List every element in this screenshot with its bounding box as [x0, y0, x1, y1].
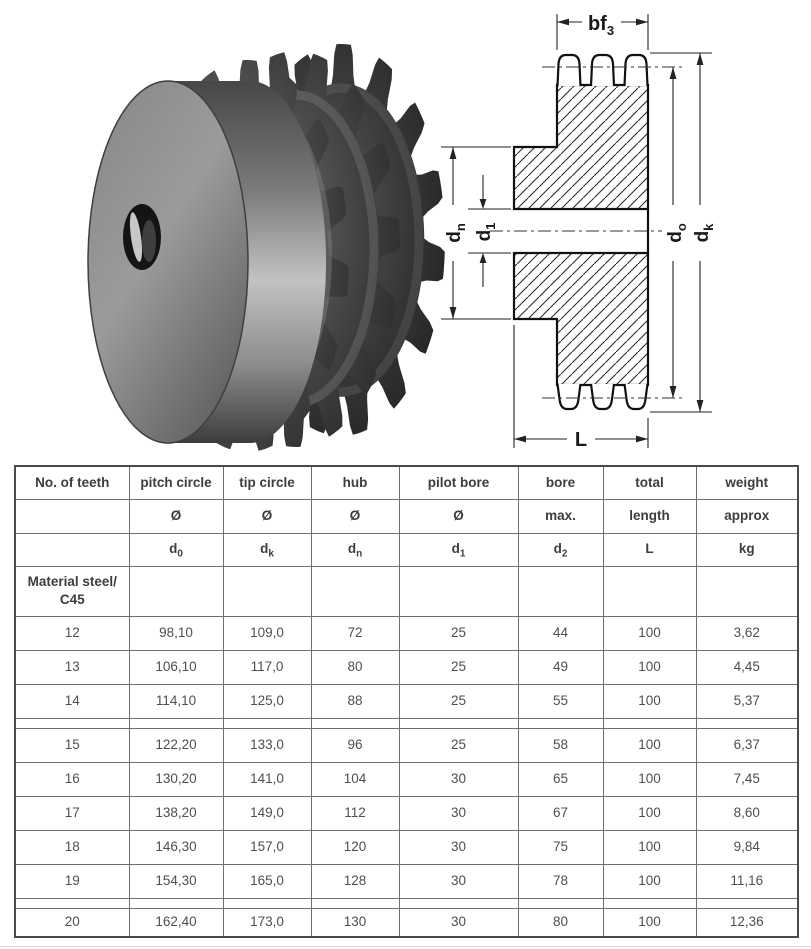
table-cell: 65 [518, 762, 603, 796]
table-cell: 30 [399, 864, 518, 898]
table-cell: 14 [15, 684, 129, 718]
table-row [15, 684, 798, 718]
header-cell-diameter: Ø [223, 499, 311, 533]
table-cell: 25 [399, 684, 518, 718]
table-cell: 125,0 [223, 684, 311, 718]
header-cell-dn: $d_n$ [311, 533, 399, 566]
table-cell: 149,0 [223, 796, 311, 830]
table-cell: 44 [518, 616, 603, 650]
header-cell-d2: $d_2$ [518, 533, 603, 566]
header-row-units [15, 499, 798, 533]
table-cell: 78 [518, 864, 603, 898]
table-cell: 55 [518, 684, 603, 718]
table-cell: 120 [311, 830, 399, 864]
dim-label-L: L [574, 429, 588, 451]
header-cell-kg: kg [696, 533, 798, 566]
col-header-hub: hub [311, 466, 399, 499]
table-cell: 106,10 [129, 650, 223, 684]
table-cell: 162,40 [129, 908, 223, 937]
header-cell-diameter: Ø [311, 499, 399, 533]
table-cell: 141,0 [223, 762, 311, 796]
table-row [15, 762, 798, 796]
table-cell: 154,30 [129, 864, 223, 898]
table-cell: 96 [311, 728, 399, 762]
header-cell-d1: $d_1$ [399, 533, 518, 566]
table-cell: 109,0 [223, 616, 311, 650]
table-cell: 75 [518, 830, 603, 864]
page-bottom-divider [0, 946, 811, 947]
dim-label-dk: $d_k$ [692, 223, 716, 243]
table-cell: 133,0 [223, 728, 311, 762]
col-header-no-of-teeth: No. of teeth [15, 466, 129, 499]
table-cell: 72 [311, 616, 399, 650]
table-cell: 112 [311, 796, 399, 830]
col-header-weight: weight [696, 466, 798, 499]
figure-section [0, 0, 811, 462]
table-cell: 98,10 [129, 616, 223, 650]
sprocket-section-upper [514, 85, 648, 209]
table-cell: 130 [311, 908, 399, 937]
table-cell: 100 [603, 864, 696, 898]
table-cell: 122,20 [129, 728, 223, 762]
table-cell: 25 [399, 616, 518, 650]
sprocket-section-lower [514, 253, 648, 385]
table-cell: 80 [518, 908, 603, 937]
spacer-row [15, 718, 798, 728]
table-cell: 18 [15, 830, 129, 864]
teeth-bottom [558, 384, 648, 409]
technical-drawing [441, 13, 716, 451]
table-cell: 100 [603, 684, 696, 718]
table-cell: 5,37 [696, 684, 798, 718]
header-cell [15, 499, 129, 533]
table-cell: 4,45 [696, 650, 798, 684]
dim-label-do: $d_o$ [665, 223, 689, 243]
table-cell: 17 [15, 796, 129, 830]
table-cell: 16 [15, 762, 129, 796]
table-cell: 7,45 [696, 762, 798, 796]
table-cell: 11,16 [696, 864, 798, 898]
table-cell: 138,20 [129, 796, 223, 830]
table-cell: 6,37 [696, 728, 798, 762]
figure-svg [0, 0, 811, 462]
table-cell: 12,36 [696, 908, 798, 937]
table-cell: 100 [603, 616, 696, 650]
table-cell: 30 [399, 908, 518, 937]
material-note: Material steel/ C45 [15, 566, 129, 616]
table-cell: 67 [518, 796, 603, 830]
table-cell: 146,30 [129, 830, 223, 864]
table-cell: 25 [399, 650, 518, 684]
dim-label-dn: $d_n$ [444, 223, 468, 243]
table-row [15, 650, 798, 684]
table-cell: 104 [311, 762, 399, 796]
table-cell: 3,62 [696, 616, 798, 650]
table-cell: 117,0 [223, 650, 311, 684]
header-cell-diameter: Ø [399, 499, 518, 533]
table-cell: 30 [399, 830, 518, 864]
header-cell-length: length [603, 499, 696, 533]
teeth-top [558, 55, 648, 86]
table-cell: 100 [603, 762, 696, 796]
col-header-pitch-circle: pitch circle [129, 466, 223, 499]
dim-label-bf3: $bf_3$ [587, 13, 615, 38]
table-cell: 15 [15, 728, 129, 762]
table-cell: 100 [603, 728, 696, 762]
table-cell: 100 [603, 650, 696, 684]
table-cell: 30 [399, 762, 518, 796]
table-cell: 100 [603, 830, 696, 864]
dim-label-d1: $d_1$ [474, 222, 498, 242]
table-cell: 100 [603, 796, 696, 830]
header-row-titles [15, 466, 798, 499]
header-cell [15, 533, 129, 566]
table-cell: 58 [518, 728, 603, 762]
table-cell: 8,60 [696, 796, 798, 830]
table-row [15, 728, 798, 762]
table-cell: 19 [15, 864, 129, 898]
spacer-row [15, 898, 798, 908]
header-cell-L: L [603, 533, 696, 566]
table-row [15, 830, 798, 864]
table-cell: 30 [399, 796, 518, 830]
hub-face [88, 81, 248, 443]
table-cell: 173,0 [223, 908, 311, 937]
col-header-bore: bore [518, 466, 603, 499]
header-cell-diameter: Ø [129, 499, 223, 533]
table-cell: 128 [311, 864, 399, 898]
table-cell: 88 [311, 684, 399, 718]
header-cell-max: max. [518, 499, 603, 533]
table-cell: 165,0 [223, 864, 311, 898]
table-cell: 130,20 [129, 762, 223, 796]
header-cell-dk: $d_k$ [223, 533, 311, 566]
col-header-tip-circle: tip circle [223, 466, 311, 499]
header-cell-approx: approx [696, 499, 798, 533]
header-row-symbols [15, 533, 798, 566]
table-cell: 12 [15, 616, 129, 650]
table-row [15, 616, 798, 650]
table-cell: 100 [603, 908, 696, 937]
header-cell-d0: $d_0$ [129, 533, 223, 566]
table-cell: 13 [15, 650, 129, 684]
table-row [15, 796, 798, 830]
table-cell: 25 [399, 728, 518, 762]
table-row [15, 908, 798, 937]
table-row [15, 864, 798, 898]
table-cell: 80 [311, 650, 399, 684]
table-cell: 114,10 [129, 684, 223, 718]
table-cell: 9,84 [696, 830, 798, 864]
table-cell: 20 [15, 908, 129, 937]
col-header-total: total [603, 466, 696, 499]
sprocket-specs-table [14, 465, 799, 938]
table-cell: 49 [518, 650, 603, 684]
table-cell: 157,0 [223, 830, 311, 864]
triple-sprocket-photo [88, 44, 445, 451]
material-row [15, 566, 798, 616]
col-header-pilot-bore: pilot bore [399, 466, 518, 499]
